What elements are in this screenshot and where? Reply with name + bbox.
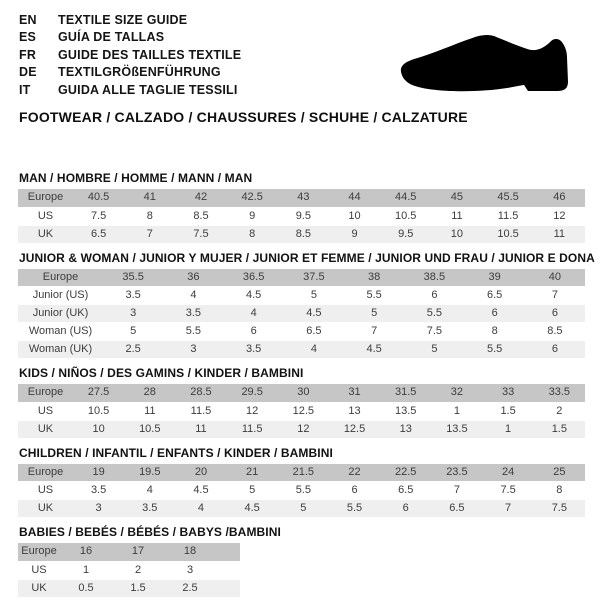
size-cell: 3.5 [125,289,141,301]
spacer-cell [216,561,240,579]
size-cell: 6.5 [306,325,322,337]
size-table-title: JUNIOR & WOMAN / JUNIOR Y MUJER / JUNIOR ET FEMME / JUNIOR UND FRAU / JUNIOR E DONA [19,250,595,265]
size-cell: 8.5 [295,227,311,240]
size-cell: 4.5 [244,502,260,514]
size-cell: 12 [553,209,566,222]
size-cell: 42.5 [241,191,263,204]
size-cell: 45.5 [497,191,519,204]
size-cell: 10 [450,227,464,240]
row-label: Europe [27,465,64,478]
size-cell: 4 [190,289,197,301]
language-code: FR [19,47,37,62]
size-cell: 35.5 [122,270,144,283]
size-cell: 13 [399,422,412,435]
size-cell: 5.5 [366,289,382,301]
language-code: ES [19,30,37,45]
language-code: DE [19,65,37,80]
size-cell: 46 [553,191,566,204]
row-label: UK [37,422,54,435]
size-table-title: BABIES / BEBÉS / BÉBÉS / BABYS /BAMBINI [19,525,281,539]
size-cell: 13.5 [395,404,417,417]
size-cell: 6 [402,502,409,514]
size-cell: 21 [246,465,259,478]
size-cell: 2.5 [125,343,141,355]
size-cell: 27.5 [87,386,110,399]
size-cell: 12 [297,422,310,435]
size-cell: 33.5 [548,386,571,399]
size-cell: 44.5 [395,191,417,204]
language-code: EN [19,13,37,27]
table-row [18,207,585,225]
size-table-title: CHILDREN / INFANTIL / ENFANTS / KINDER / BAMBINI [19,445,333,460]
table-row [18,579,240,597]
size-cell: 28.5 [190,386,212,399]
size-cell: 7.5 [500,484,516,496]
size-cell: 11 [144,404,156,417]
row-label: US [37,404,54,417]
size-cell: 12 [246,404,259,417]
spacer-cell [216,579,240,597]
language-row [19,30,241,47]
language-title: GUIDE DES TAILLES TEXTILE [58,47,242,62]
size-cell: 4.5 [306,307,322,319]
size-cell: 5 [431,343,438,355]
language-code: IT [19,82,31,97]
size-cell: 6.5 [398,484,414,496]
size-cell: 5.5 [295,484,311,496]
table-row [18,464,585,482]
row-label: Junior (US) [32,289,89,301]
size-table-title: KIDS / NIÑOS / DES GAMINS / KINDER / BAMBINI [19,366,304,380]
size-cell: 23.5 [446,465,468,478]
size-cell: 11.5 [241,422,263,435]
size-cell: 42 [194,191,208,204]
size-cell: 44 [348,191,361,204]
size-cell: 10 [92,422,105,435]
size-cell: 5 [249,484,256,496]
size-cell: 4 [197,502,205,514]
row-label: Europe [42,270,79,283]
size-table-section [18,250,595,360]
size-cell: 17 [131,545,145,558]
language-title: GUÍA DE TALLAS [58,30,165,45]
size-cell: 3 [186,563,194,576]
size-cell: 12.5 [343,422,366,435]
size-cell: 2.5 [182,581,198,594]
size-cell: 38.5 [423,270,446,283]
size-cell: 2 [556,404,563,417]
size-cell: 5 [130,325,137,337]
size-cell: 3 [190,343,197,355]
size-cell: 8 [146,209,153,222]
size-cell: 2 [134,563,142,576]
size-cell: 9.5 [295,209,311,222]
size-table-section [18,447,585,519]
size-cell: 29.5 [241,386,263,399]
size-cell: 36.5 [242,270,265,283]
size-cell: 7.5 [551,502,567,514]
size-cell: 30 [297,386,310,399]
size-cell: 8 [556,484,563,496]
size-cell: 3.5 [142,502,158,514]
size-table-section [18,172,585,244]
size-cell: 45 [450,191,464,204]
size-cell: 5 [300,502,307,514]
table-row [18,323,585,341]
size-cell: 28 [143,386,156,399]
size-cell: 36 [187,270,200,283]
size-cell: 4 [310,343,317,355]
size-cell: 41 [143,191,156,204]
size-cell: 19.5 [139,465,161,478]
language-row [19,48,241,65]
size-cell: 33 [501,386,515,399]
dress-shoe-silhouette [398,33,572,94]
size-cell: 12.5 [292,404,315,417]
size-cell: 18 [183,545,197,558]
row-label: Woman (UK) [28,343,93,355]
size-cell: 6 [551,307,558,319]
size-cell: 10.5 [395,209,417,222]
size-cell: 4.5 [193,484,209,496]
row-label: UK [37,502,54,514]
row-label: Europe [27,191,64,204]
size-cell: 9.5 [398,227,414,240]
language-list [19,13,241,100]
size-cell: 4 [146,484,153,496]
size-tables [18,171,595,600]
size-cell: 3.5 [245,343,262,355]
size-cell: 32 [450,386,464,399]
size-cell: 3.5 [90,484,107,496]
row-label: Junior (UK) [32,307,89,319]
size-cell: 7.5 [193,227,209,240]
size-cell: 10.5 [497,227,519,240]
size-cell: 9 [351,227,358,240]
table-row [18,561,240,579]
size-cell: 6 [491,307,498,319]
size-cell: 3.5 [185,307,202,319]
size-table [18,464,585,519]
size-cell: 6 [250,325,257,337]
size-cell: 4.5 [245,289,262,301]
size-table [18,384,585,439]
size-cell: 31.5 [395,386,417,399]
size-cell: 11 [553,227,566,240]
size-cell: 16 [79,545,93,558]
size-cell: 6.5 [449,502,465,514]
size-table [18,189,585,244]
size-cell: 13.5 [446,422,468,435]
size-cell: 7 [453,484,460,496]
category-title: FOOTWEAR / CALZADO / CHAUSSURES / SCHUHE / CALZATURE [19,109,468,125]
size-cell: 40.5 [87,191,110,204]
spacer-cell [216,543,240,561]
size-cell: 21.5 [292,465,315,478]
size-cell: 31 [348,386,361,399]
table-row [18,543,240,561]
size-cell: 7 [146,227,153,240]
size-cell: 22.5 [395,465,417,478]
size-cell: 8 [249,227,256,240]
size-cell: 6 [351,484,358,496]
size-cell: 6 [551,343,558,355]
table-row [18,500,585,518]
size-cell: 1.5 [130,581,146,594]
size-cell: 7.5 [90,209,107,222]
size-cell: 37.5 [303,270,325,283]
row-label: UK [31,581,47,594]
row-label: US [37,209,54,222]
dress-shoe-icon [398,33,572,94]
size-cell: 5.5 [185,325,202,337]
size-table-section [18,367,585,439]
size-cell: 8.5 [547,325,563,337]
size-table [18,269,585,360]
size-cell: 5.5 [346,502,363,514]
size-cell: 5.5 [486,343,503,355]
size-cell: 5 [371,307,378,319]
size-cell: 4 [250,307,257,319]
size-cell: 11 [195,422,207,435]
row-label: Europe [21,545,57,558]
language-title: GUIDA ALLE TAGLIE TESSILI [58,82,238,97]
table-row [18,384,585,402]
row-label: US [31,563,47,576]
table-row [18,341,585,359]
language-title: TEXTILE SIZE GUIDE [58,13,188,27]
size-cell: 22 [348,465,361,478]
row-label: Woman (US) [28,325,93,337]
size-table-section [18,526,585,598]
size-cell: 8.5 [193,209,209,222]
size-cell: 20 [194,465,208,478]
table-row [18,287,585,305]
size-cell: 43 [297,191,310,204]
size-cell: 40 [548,270,561,283]
size-cell: 5.5 [426,307,443,319]
table-row [18,402,585,420]
size-cell: 24 [501,465,515,478]
language-row [19,13,241,30]
language-row [19,65,241,82]
size-cell: 3 [95,502,102,514]
size-cell: 10 [348,209,361,222]
size-cell: 8 [491,325,498,337]
size-cell: 7 [551,289,558,301]
size-cell: 7 [505,502,512,514]
table-row [18,269,585,287]
size-cell: 11.5 [190,404,212,417]
size-cell: 11.5 [497,209,519,222]
size-cell: 13 [348,404,361,417]
size-cell: 7.5 [426,325,443,337]
size-cell: 1 [453,404,460,417]
size-cell: 39 [488,270,501,283]
row-label: Europe [27,386,64,399]
size-cell: 38 [368,270,381,283]
language-title: TEXTILGRÖßENFÜHRUNG [58,65,221,80]
size-cell: 1.5 [551,422,567,435]
size-cell: 1 [505,422,512,435]
row-label: US [37,484,54,496]
size-cell: 5 [310,289,317,301]
size-cell: 19 [92,465,105,478]
size-cell: 10.5 [139,422,161,435]
row-label: UK [37,227,54,240]
table-row [18,482,585,500]
size-cell: 7 [371,325,378,337]
table-row [18,225,585,243]
table-row [18,189,585,207]
size-cell: 6.5 [90,227,107,240]
table-row [18,420,585,438]
size-cell: 6 [431,289,438,301]
size-table [18,543,240,598]
size-cell: 10.5 [87,404,110,417]
size-table-title: MAN / HOMBRE / HOMME / MANN / MAN [19,171,253,185]
size-cell: 11 [451,209,463,222]
size-cell: 9 [249,209,256,222]
size-cell: 1 [82,563,90,576]
size-cell: 4.5 [366,343,382,355]
size-cell: 1.5 [500,404,516,417]
size-cell: 6.5 [486,289,503,301]
table-row [18,305,585,323]
size-cell: 25 [553,465,566,478]
size-cell: 3 [130,307,137,319]
size-cell: 0.5 [78,581,94,594]
language-row [19,83,241,100]
